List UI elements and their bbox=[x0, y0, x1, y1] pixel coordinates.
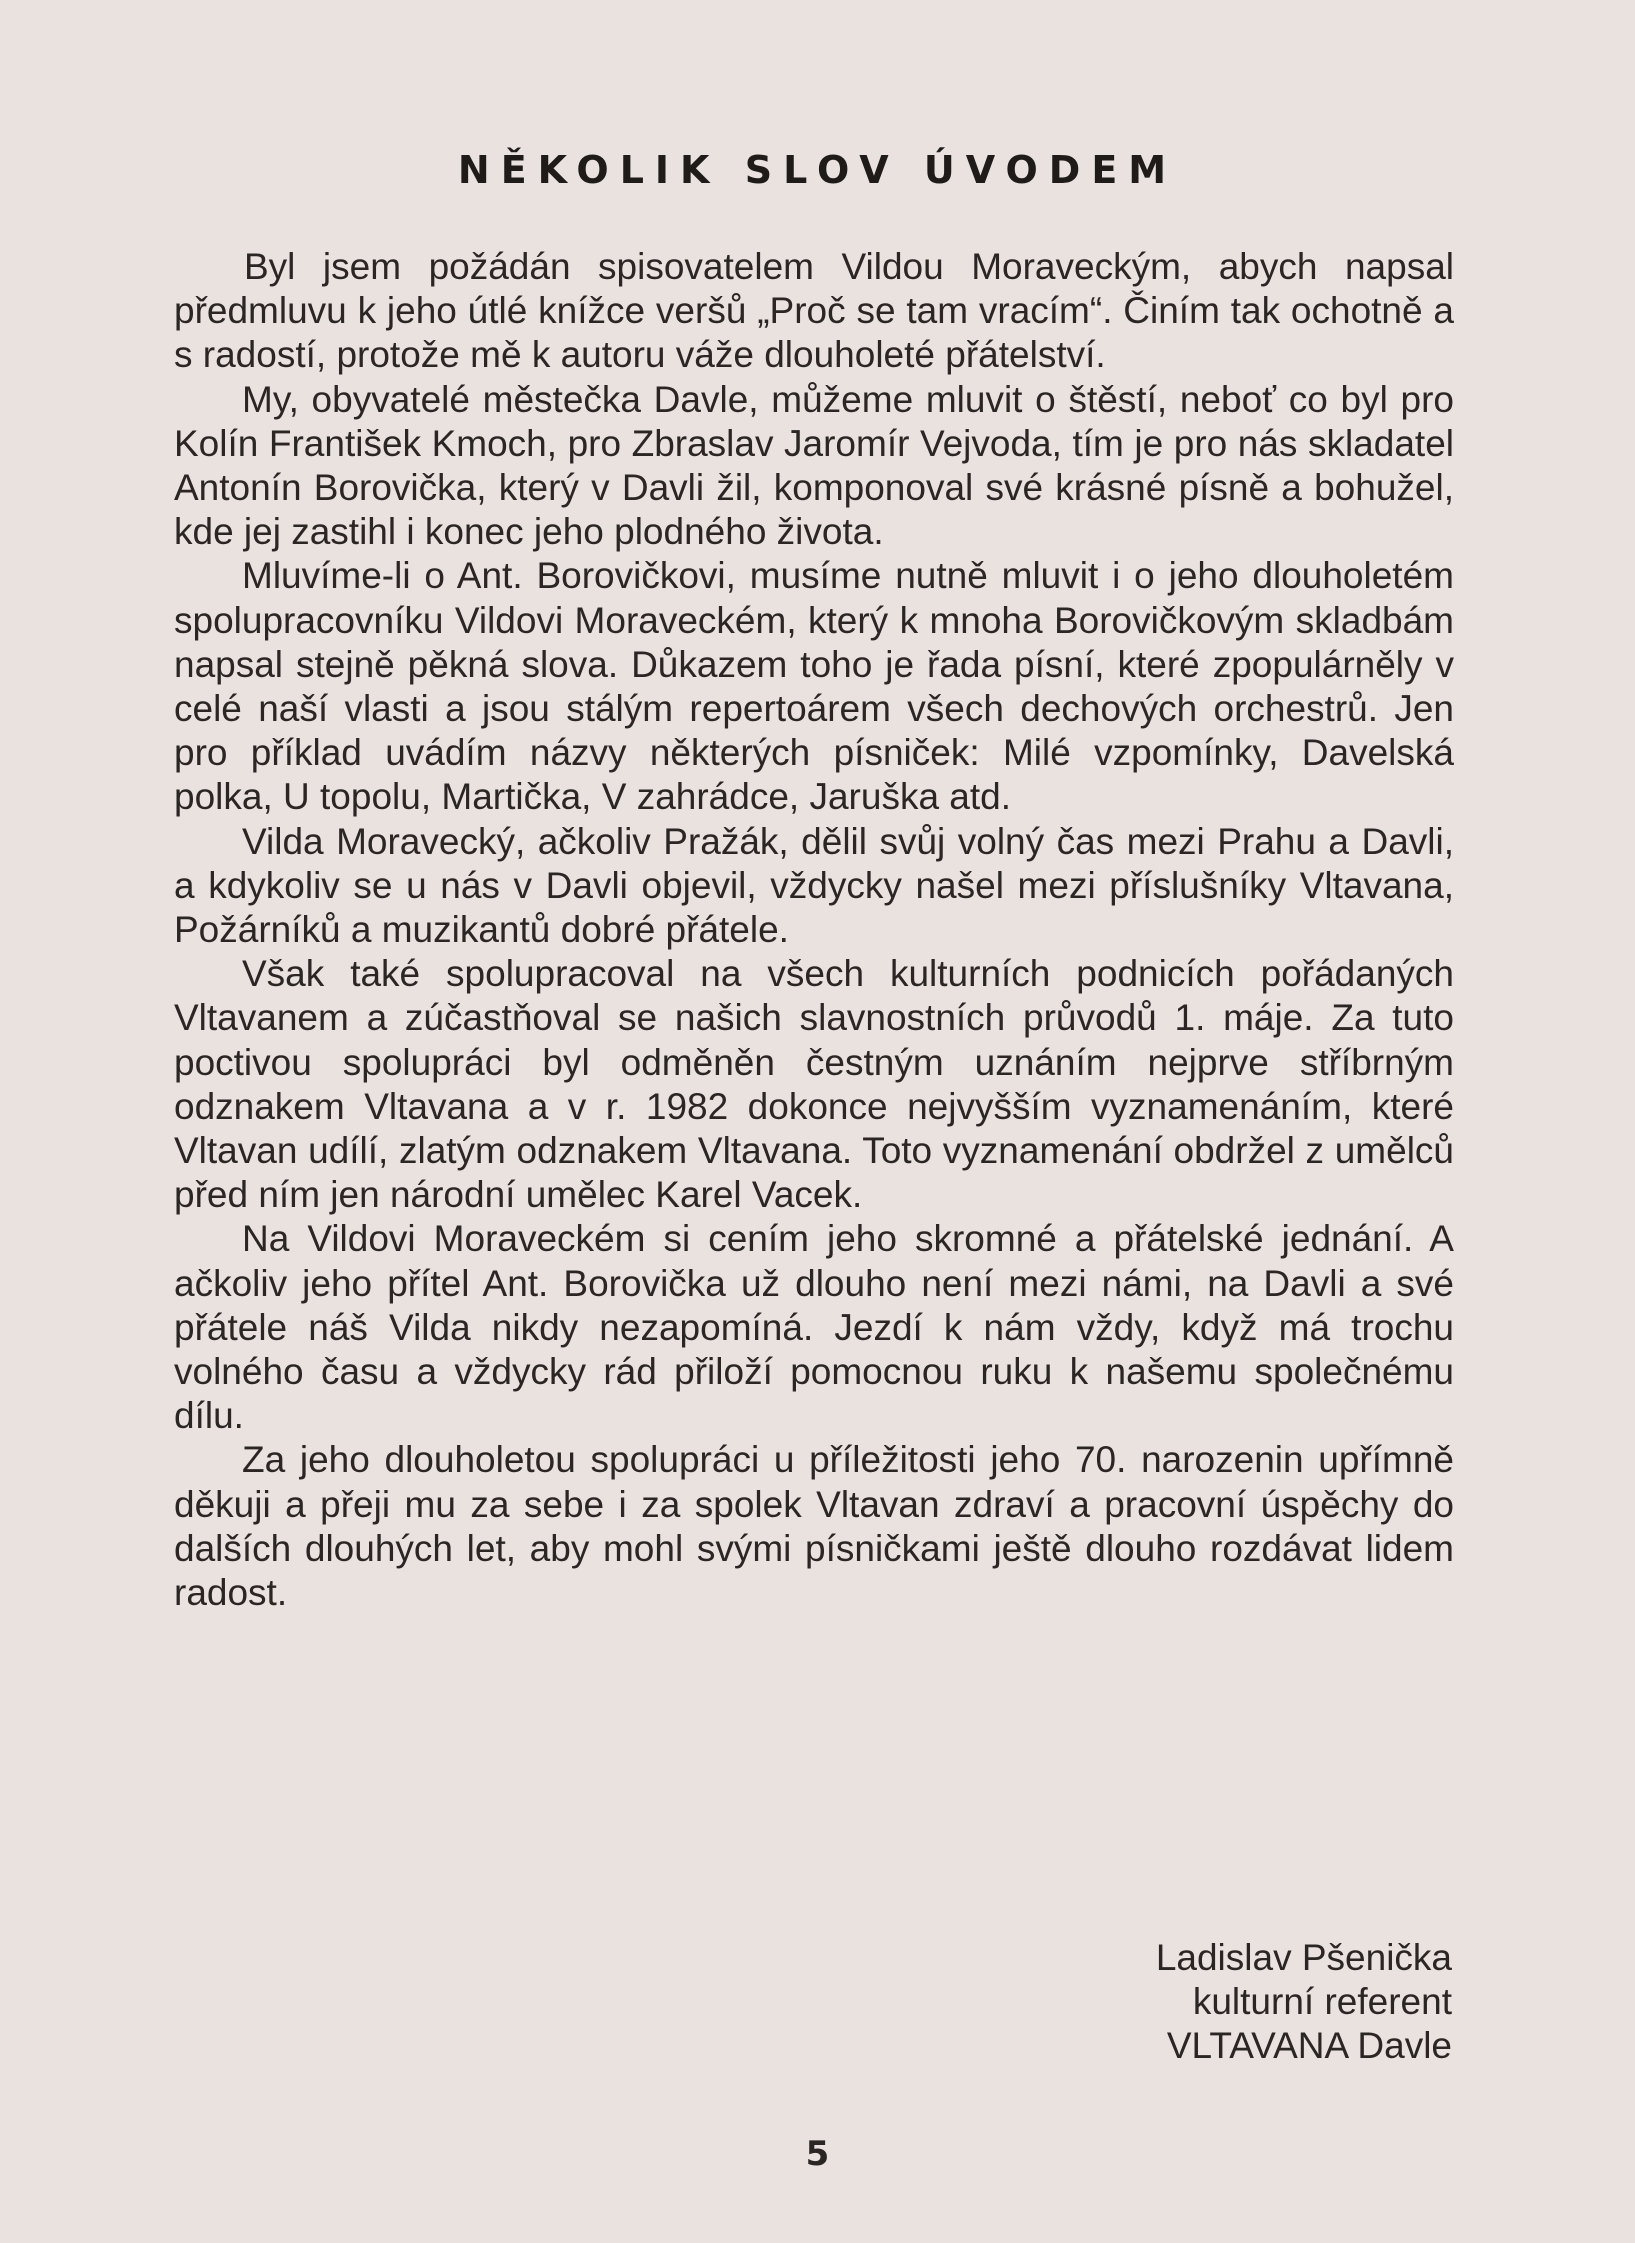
signature-organization: VLTAVANA Davle bbox=[1166, 2025, 1452, 2066]
paragraph-5: Však také spolupracoval na všech kulturních podnicích pořádaných Vltavanem a zúčastňoval se našich slavnostních průvodů 1. máje. Za tuto poctivou spolupráci byl odměněn čestným uznáním nejprve stříbrným odznakem Vltavana a v r. 1982 dokonce nejvyšším vyznamenáním, které Vltavan udílí, zlatým odznakem Vltavana. Toto vyznamenání obdržel z umělců před ním jen národní umělec Karel Vacek. bbox=[174, 953, 1454, 1216]
signature-name: Ladislav Pšenička bbox=[1155, 1937, 1452, 1978]
paragraph-1: Byl jsem požádán spisovatelem Vildou Moraveckým, abych napsal předmluvu k jeho útlé knížce veršů „Proč se tam vracím“. Činím tak ochotně a s radostí, protože mě k autoru váže dlouholeté přátelství. bbox=[174, 246, 1454, 376]
paragraph-2: My, obyvatelé městečka Davle, můžeme mluvit o štěstí, neboť co byl pro Kolín František Kmoch, pro Zbraslav Jaromír Vejvoda, tím je pro nás skladatel Antonín Borovička, který v Davli žil, komponoval své krásné písně a bohužel, kde jej zastihl i konec jeho plodného života. bbox=[174, 378, 1454, 553]
body-text bbox=[174, 245, 1454, 1615]
page-title: NĚKOLIK SLOV ÚVODEM bbox=[457, 148, 1178, 192]
paragraph-4: Vilda Moravecký, ačkoliv Pražák, dělil svůj volný čas mezi Prahu a Davli, a kdykoliv se u nás v Davli objevil, vždycky našel mezi příslušníky Vltavana, Požárníků a muzikantů dobré přátele. bbox=[174, 820, 1454, 951]
signature-role: kulturní referent bbox=[1192, 1981, 1452, 2022]
signature-block bbox=[900, 1936, 1452, 2068]
paragraph-6: Na Vildovi Moraveckém si cením jeho skromné a přátelské jednání. A ačkoliv jeho přítel Ant. Borovička už dlouho není mezi námi, na Davli a své přátele náš Vilda nikdy nezapomíná. Jezdí k nám vždy, když má trochu volného času a vždycky rád přiloží pomocnou ruku k našemu společnému dílu. bbox=[174, 1218, 1454, 1437]
paragraph-7: Za jeho dlouholetou spolupráci u příležitosti jeho 70. narozenin upřímně děkuji a přeji mu za sebe i za spolek Vltavan zdraví a pracovní úspěchy do dalších dlouhých let, aby mohl svými písničkami ještě dlouho rozdávat lidem radost. bbox=[174, 1439, 1454, 1614]
page-number: 5 bbox=[805, 2134, 830, 2174]
paragraph-3: Mluvíme-li o Ant. Borovičkovi, musíme nutně mluvit i o jeho dlouholetém spolupracovníku Vildovi Moraveckém, který k mnoha Borovičkovým skladbám napsal stejně pěkná slova. Důkazem toho je řada písní, které zpopulárněly v celé naší vlasti a jsou stálým repertoárem všech dechových orchestrů. Jen pro příklad uvádím názvy některých písniček: Milé vzpomínky, Davelská polka, U topolu, Martička, V zahrádce, Jaruška atd. bbox=[174, 555, 1454, 818]
